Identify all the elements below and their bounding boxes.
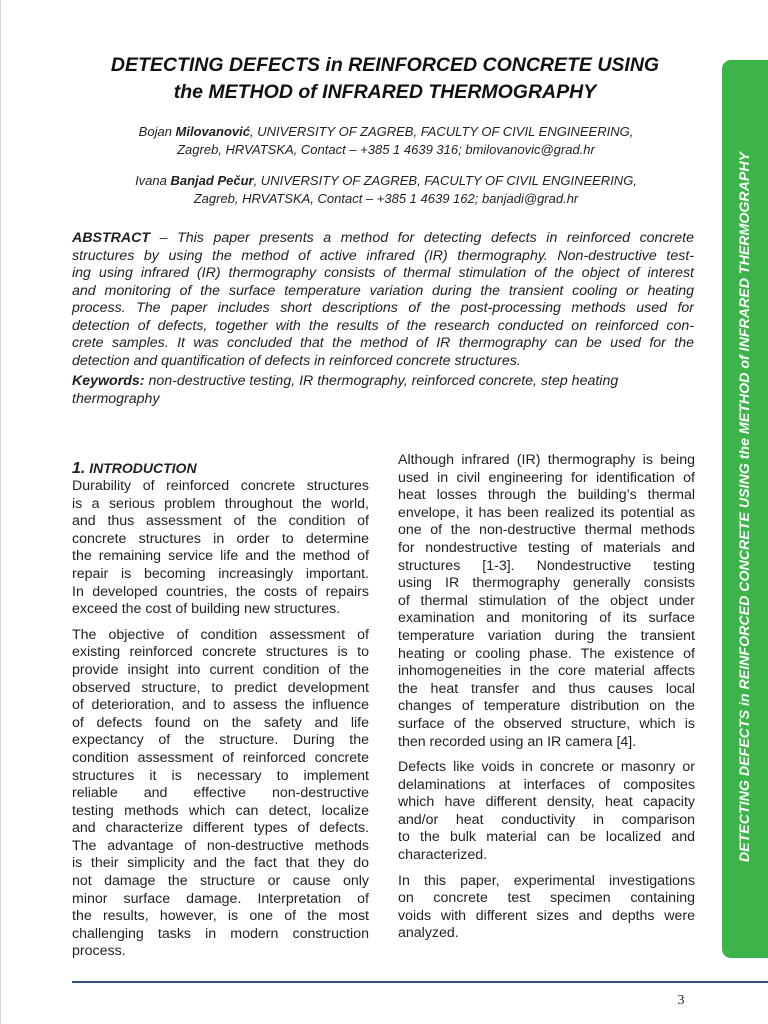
text-line: and/or heat conductivity in comparison — [398, 811, 695, 828]
text-line: the results, however, is one of the most — [72, 908, 369, 925]
author-1-last-name: Milovanović — [175, 124, 250, 139]
abstract-line: detection of defects, together with the results of the research conducted on reinforced con- — [72, 317, 694, 334]
paragraph — [398, 873, 695, 943]
abstract-label: ABSTRACT — [72, 230, 151, 246]
author-1-first-name: Bojan — [138, 124, 176, 139]
paragraph — [72, 478, 369, 619]
author-2-line-1 — [72, 172, 700, 190]
text-line: then recorded using an IR camera [4]. — [398, 733, 637, 750]
paragraph — [398, 452, 695, 751]
text-line: which have different density, heat capacity — [398, 794, 695, 811]
text-line: surface of the observed structure, which is — [398, 715, 695, 732]
page-number: 3 — [677, 993, 685, 1008]
text-line: repair is becoming increasingly important. — [72, 565, 369, 582]
abstract-line: ABSTRACT – This paper presents a method for detecting defects in reinforced concrete — [72, 230, 694, 246]
author-2-affiliation: , UNIVERSITY OF ZAGREB, FACULTY OF CIVIL ENGINEERING, — [253, 173, 637, 188]
title-line-2: the METHOD of INFRARED THERMOGRAPHY — [173, 81, 597, 103]
text-line: temperature variation during the transient — [398, 627, 695, 644]
text-line: one of the non-destructive thermal methods — [398, 522, 695, 539]
author-block-1 — [72, 123, 700, 158]
author-2-last-name: Banjad Pečur — [170, 173, 254, 188]
text-line: to the bulk material can be localized and — [398, 829, 695, 846]
abstract-line: detection and quantification of defects in reinforced concrete structures. — [72, 352, 521, 369]
text-line: challenging tasks in modern construction — [72, 925, 369, 942]
text-line: and characterize different types of defects. — [72, 820, 369, 837]
author-2-first-name: Ivana — [135, 173, 171, 188]
author-1-line-2: Zagreb, HRVATSKA, Contact – +385 1 4639 316; bmilovanovic@grad.hr — [177, 141, 595, 157]
text-line: In this paper, experimental investigations — [398, 872, 695, 889]
text-line: envelope, it has been realized its potential as — [398, 504, 695, 521]
text-line: observed structure, to predict development — [72, 679, 369, 696]
text-line: the heat transfer and thus causes local — [398, 680, 695, 697]
paragraph — [72, 627, 369, 961]
keywords-line: thermography — [72, 390, 160, 407]
text-line: The objective of condition assessment of — [72, 626, 369, 643]
footer-rule — [72, 981, 768, 983]
text-line: Although infrared (IR) thermography is being — [398, 452, 695, 468]
text-line: heat losses through the building’s thermal — [398, 487, 695, 504]
text-line: is a serious problem throughout the world, — [72, 495, 369, 512]
text-line: heating or cooling phase. The existence of — [398, 645, 695, 662]
page-edge — [0, 0, 1, 1024]
right-column — [398, 452, 695, 951]
text-line: In developed countries, the costs of repairs — [72, 583, 369, 600]
text-line: existing reinforced concrete structures is to — [72, 644, 369, 661]
paper-title — [60, 52, 710, 106]
abstract — [72, 230, 694, 408]
abstract-line: and monitoring of the surface temperature variation during the transient cooling or heating — [72, 282, 694, 299]
text-line: testing methods which can detect, localize — [72, 802, 369, 819]
text-line: and thus assessment of the condition of — [72, 513, 369, 530]
text-line: provide insight into current condition of the — [72, 661, 369, 678]
text-line: examination and monitoring of its surface — [398, 610, 695, 627]
author-1-line-1 — [72, 123, 700, 141]
text-line: Defects like voids in concrete or masonry or — [398, 759, 695, 776]
text-line: for nondestructive testing of materials and — [398, 539, 695, 556]
title-line-1: DETECTING DEFECTS in REINFORCED CONCRETE USING — [110, 54, 660, 76]
abstract-line: structures by using the method of active infrared (IR) thermography. Non-destructive test- — [72, 247, 694, 264]
left-column — [72, 459, 369, 969]
text-line: inhomogeneities in the core material affects — [398, 663, 695, 680]
text-line: Durability of reinforced concrete structures — [72, 478, 369, 494]
abstract-line: process. The paper includes short descriptions of the post-processing methods used for — [72, 300, 694, 316]
keywords-label: Keywords: — [72, 373, 145, 389]
text-line: analyzed. — [398, 925, 459, 942]
text-line: used in civil engineering for identification of — [398, 469, 695, 486]
paragraph — [398, 759, 695, 865]
text-line: exceed the cost of building new structures. — [72, 601, 341, 618]
side-banner-text: DETECTING DEFECTS in REINFORCED CONCRETE USING the METHOD of INFRARED THERMOGRAPHY — [737, 151, 753, 863]
text-line: on concrete test specimen containing — [398, 890, 695, 907]
text-line: expectancy of the structure. During the — [72, 732, 369, 749]
text-line: minor surface damage. Interpretation of — [72, 890, 369, 907]
text-line: reliable and effective non-destructive — [72, 785, 369, 802]
text-line: using IR thermography generally consists — [398, 575, 695, 592]
text-line: structures it is necessary to implement — [72, 767, 369, 784]
text-line: not damage the structure or cause only — [72, 873, 369, 890]
section-heading-introduction — [72, 459, 369, 478]
text-line: changes of temperature distribution on the — [398, 698, 695, 715]
author-1-affiliation: , UNIVERSITY OF ZAGREB, FACULTY OF CIVIL ENGINEERING, — [249, 124, 634, 139]
keywords — [72, 373, 694, 408]
text-line: structures [1-3]. Nondestructive testing — [398, 557, 695, 574]
author-2-line-2: Zagreb, HRVATSKA, Contact – +385 1 4639 162; banjadi@grad.hr — [193, 190, 579, 206]
text-line: of thermal stimulation of the object under — [398, 592, 695, 609]
section-title: INTRODUCTION — [85, 460, 197, 476]
text-line: the remaining service life and the method of — [72, 548, 369, 565]
abstract-line: ing using infrared (IR) thermography consists of thermal stimulation of the object of interest — [72, 265, 694, 281]
abstract-line: crete samples. It was concluded that the method of IR thermography can be used for the — [72, 335, 694, 351]
text-line: voids with different sizes and depths were — [398, 907, 695, 924]
keywords-line: Keywords: non-destructive testing, IR thermography, reinforced concrete, step heating — [72, 373, 619, 389]
section-number: 1. — [72, 460, 86, 477]
text-line: concrete structures in order to determine — [72, 530, 369, 547]
text-line: is their simplicity and the fact that they do — [72, 855, 369, 872]
text-line: process. — [72, 943, 126, 960]
author-block-2 — [72, 172, 700, 207]
text-line: The advantage of non-destructive methods — [72, 837, 369, 854]
text-line: delaminations at interfaces of composites — [398, 776, 695, 793]
text-line: condition assessment of reinforced concrete — [72, 749, 369, 766]
text-line: of defects found on the safety and life — [72, 714, 369, 731]
text-line: of deterioration, and to assess the influence — [72, 697, 369, 714]
text-line: characterized. — [398, 847, 488, 864]
